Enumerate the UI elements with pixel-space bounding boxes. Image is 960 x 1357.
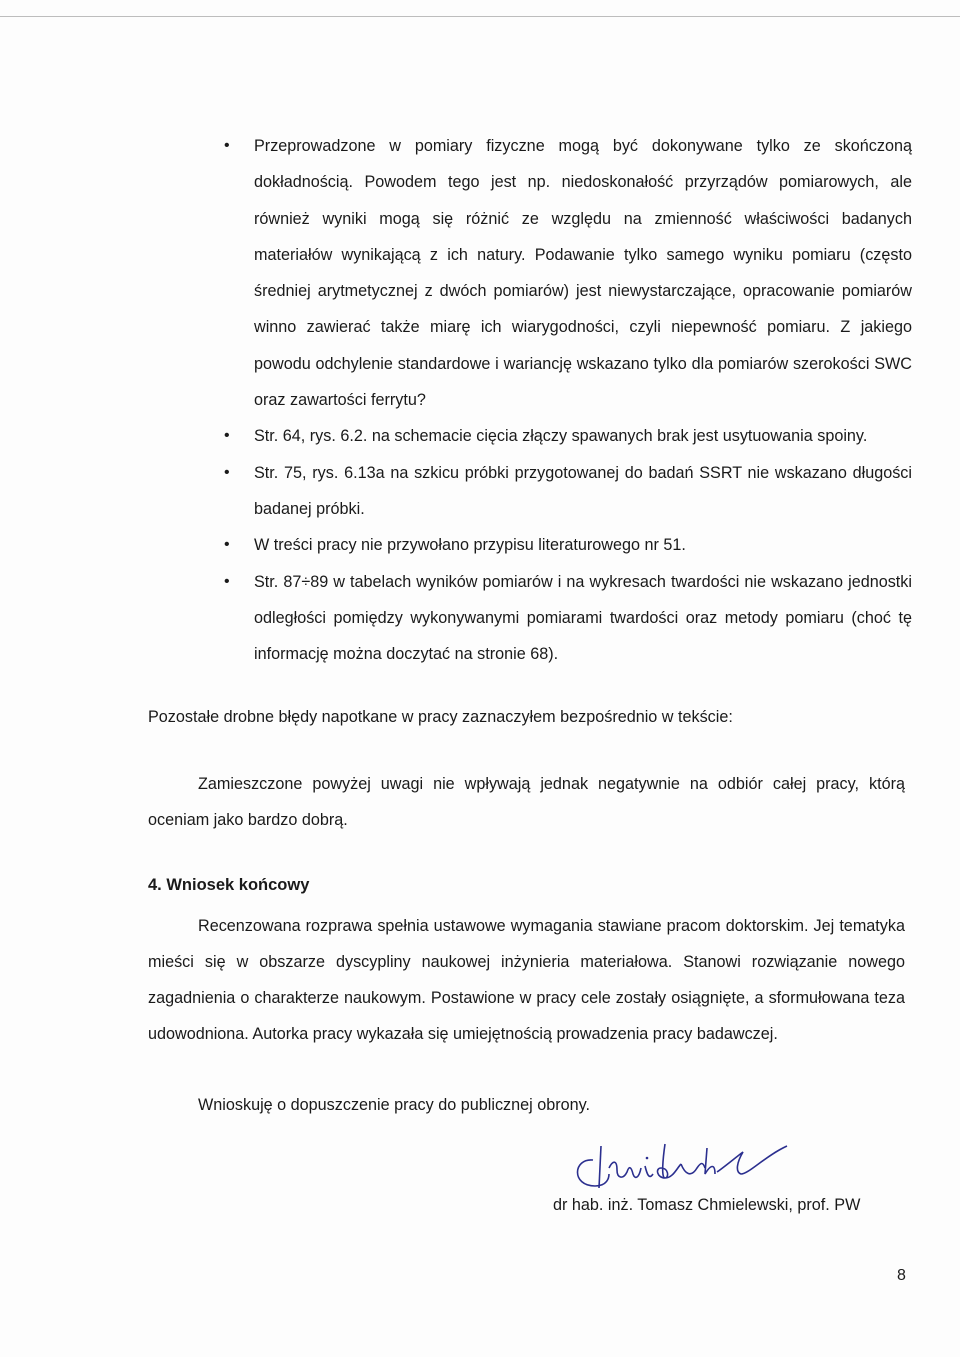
scan-edge-line — [0, 16, 960, 17]
list-item: • Str. 64, rys. 6.2. na schemacie cięcia złączy spawanych brak jest usytuowania spoiny. — [222, 418, 912, 454]
page-number: 8 — [897, 1267, 906, 1284]
list-item: • Przeprowadzone w pomiary fizyczne mogą być dokonywane tylko ze skończoną dokładnością. Powodem tego jest np. niedoskonałość przyrządów pomiarowych, ale również wyniki mogą się różnić ze względu na zmienność właściwości badanych materiałów wynikającą z ich natury. Podawanie tylko samego wyniku pomiaru (często średniej arytmetycznej z dwóch pomiarów) jest niewystarczające, opracowanie pomiarów winno zawierać także miarę ich wiarygodności, czyli niepewność pomiaru. Z jakiego powodu odchylenie standardowe i wariancję wskazano tylko dla pomiarów szerokości SWC oraz zawartości ferrytu? — [222, 128, 912, 418]
handwritten-signature — [565, 1138, 805, 1196]
list-item: • Str. 87÷89 w tabelach wyników pomiarów i na wykresach twardości nie wskazano jednostki odległości pomiędzy wykonywanymi pomiarami twardości oraz metody pomiaru (choć tę informację można doczytać na stronie 68). — [222, 564, 912, 673]
motion-paragraph: Wnioskuję o dopuszczenie pracy do publicznej obrony. — [198, 1096, 591, 1114]
list-item: • W treści pracy nie przywołano przypisu literaturowego nr 51. — [222, 527, 912, 563]
signer-name: dr hab. inż. Tomasz Chmielewski, prof. PW — [553, 1196, 861, 1214]
conclusion-paragraph: Recenzowana rozprawa spełnia ustawowe wymagania stawiane pracom doktorskim. Jej tematyka mieści się w obszarze dyscypliny naukowej inżynieria materiałowa. Stanowi rozwiązanie nowego zagadnienia o charakterze naukowym. Postawione w pracy cele zostały osiągnięte, a sformułowana teza udowodniona. Autorka pracy wykazała się umiejętnością prowadzenia pracy badawczej. — [148, 917, 905, 1043]
section-heading: 4. Wniosek końcowy — [148, 876, 310, 894]
list-item: • Str. 75, rys. 6.13a na szkicu próbki przygotowanej do badań SSRT nie wskazano długości badanej próbki. — [222, 455, 912, 528]
remarks-paragraph: Zamieszczone powyżej uwagi nie wpływają jednak negatywnie na odbiór całej pracy, którą oceniam jako bardzo dobrą. — [148, 775, 905, 829]
remaining-errors-paragraph: Pozostałe drobne błędy napotkane w pracy zaznaczyłem bezpośrednio w tekście: — [148, 708, 733, 726]
remarks-list — [222, 128, 912, 672]
